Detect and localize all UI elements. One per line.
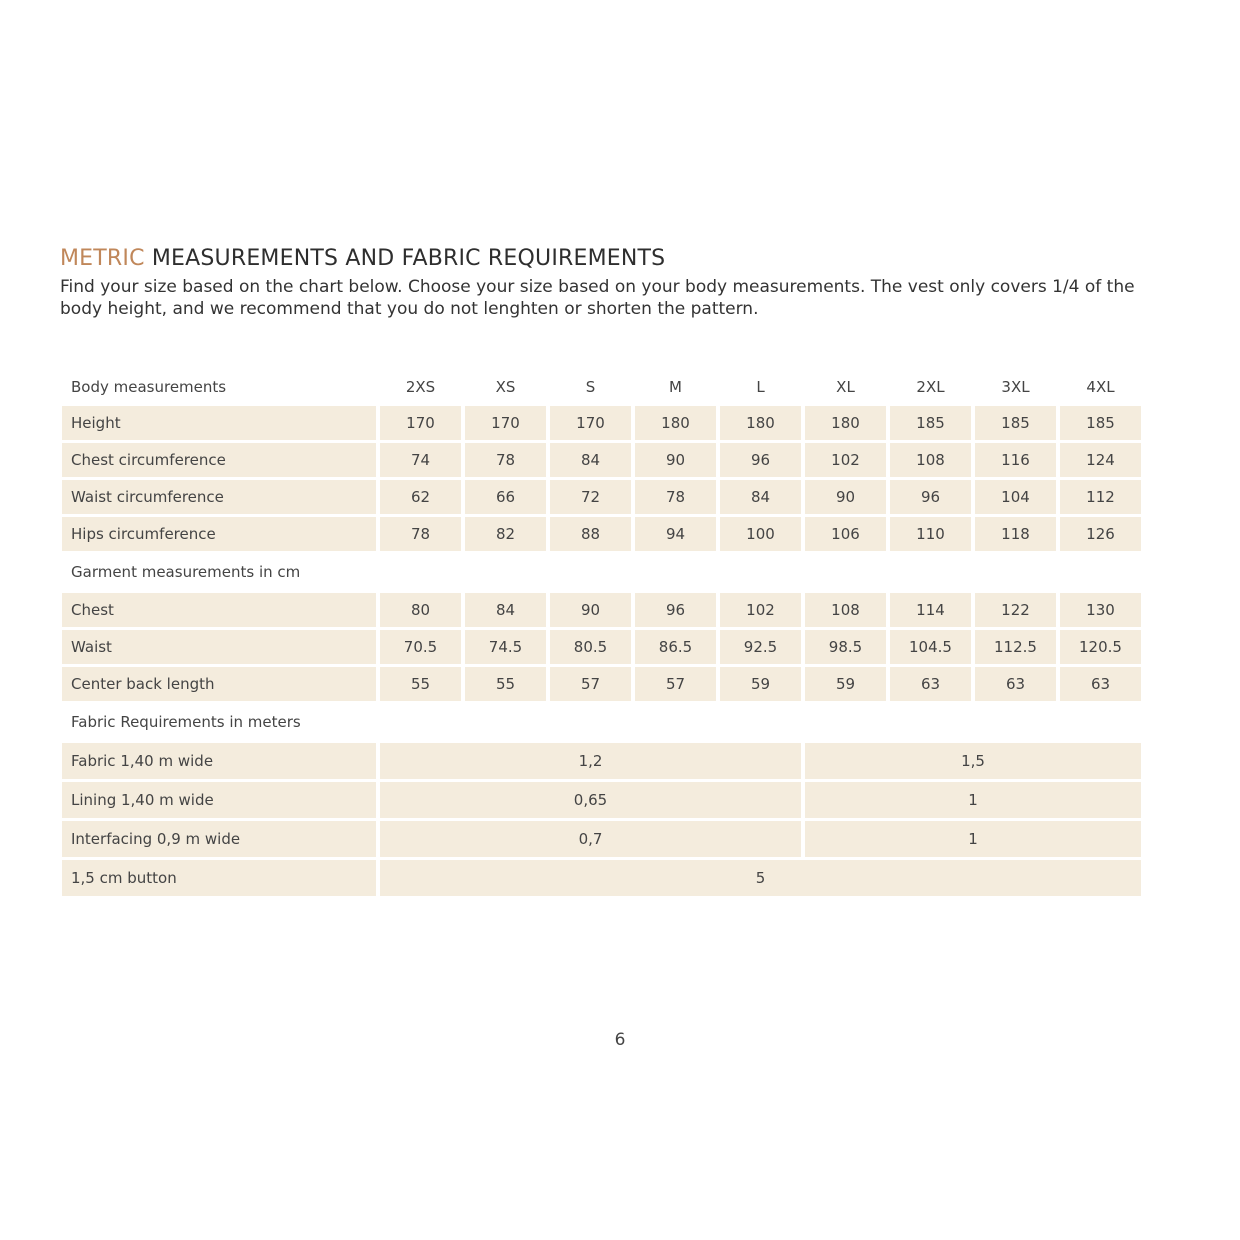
table-cell: 120.5: [1060, 630, 1141, 664]
fabric-requirements-heading: Fabric Requirements in meters: [71, 713, 301, 731]
table-cell-small-sizes: 0,7: [380, 821, 801, 857]
table-cell: 106: [805, 517, 886, 551]
table-row-chest: [62, 593, 1144, 627]
table-cell: 185: [1060, 406, 1141, 440]
table-cell: 57: [550, 667, 631, 701]
table-cell: 74.5: [465, 630, 546, 664]
size-header: L: [756, 378, 765, 396]
table-cell: 96: [720, 443, 801, 477]
table-cell: 114: [890, 593, 971, 627]
table-cell: 84: [465, 593, 546, 627]
table-cell: 63: [1060, 667, 1141, 701]
row-label: Center back length: [62, 667, 376, 701]
page-number: 6: [614, 1030, 626, 1050]
table-cell: 70.5: [380, 630, 461, 664]
table-row-hips-circumference: [62, 517, 1144, 551]
row-label: Hips circumference: [62, 517, 376, 551]
size-chart: [62, 370, 1144, 899]
table-cell: 80: [380, 593, 461, 627]
table-cell: 108: [805, 593, 886, 627]
table-cell: 110: [890, 517, 971, 551]
table-row-height: [62, 406, 1144, 440]
row-label: Waist: [62, 630, 376, 664]
table-cell: 180: [635, 406, 716, 440]
row-label: Chest: [62, 593, 376, 627]
table-cell: 96: [635, 593, 716, 627]
table-row-chest-circumference: [62, 443, 1144, 477]
table-cell: 84: [720, 480, 801, 514]
table-cell: 122: [975, 593, 1056, 627]
table-cell: 112: [1060, 480, 1141, 514]
table-row-fabric: [62, 743, 1144, 779]
size-header: 2XS: [405, 378, 436, 396]
table-cell: 59: [805, 667, 886, 701]
table-cell: 66: [465, 480, 546, 514]
size-header: S: [585, 378, 596, 396]
table-cell: 102: [720, 593, 801, 627]
garment-measurements-heading: Garment measurements in cm: [71, 563, 301, 581]
size-header: XS: [495, 378, 516, 396]
table-cell: 82: [465, 517, 546, 551]
body-measurements-heading: Body measurements: [71, 378, 227, 396]
table-cell-small-sizes: 1,2: [380, 743, 801, 779]
row-label: Waist circumference: [62, 480, 376, 514]
table-cell: 170: [465, 406, 546, 440]
table-cell: 90: [805, 480, 886, 514]
row-label: Fabric 1,40 m wide: [62, 743, 376, 779]
row-label: Height: [62, 406, 376, 440]
table-cell-large-sizes: 1: [805, 821, 1141, 857]
table-cell: 126: [1060, 517, 1141, 551]
table-cell: 63: [975, 667, 1056, 701]
table-cell: 78: [465, 443, 546, 477]
title-accent: METRIC: [60, 246, 145, 271]
table-cell-all-sizes: 5: [380, 860, 1141, 896]
row-label: Chest circumference: [62, 443, 376, 477]
table-cell: 100: [720, 517, 801, 551]
table-cell: 118: [975, 517, 1056, 551]
table-row-center-back-length: [62, 667, 1144, 701]
page-title: [60, 246, 665, 271]
table-cell: 180: [720, 406, 801, 440]
table-row-button: [62, 860, 1144, 896]
title-rest: MEASUREMENTS AND FABRIC REQUIREMENTS: [144, 246, 666, 271]
table-row-interfacing: [62, 821, 1144, 857]
table-cell: 59: [720, 667, 801, 701]
size-header: 2XL: [916, 378, 945, 396]
table-cell-large-sizes: 1,5: [805, 743, 1141, 779]
table-cell: 170: [550, 406, 631, 440]
table-cell: 88: [550, 517, 631, 551]
table-cell: 78: [635, 480, 716, 514]
table-row-waist-circumference: [62, 480, 1144, 514]
row-label: 1,5 cm button: [62, 860, 376, 896]
table-cell: 94: [635, 517, 716, 551]
table-cell: 86.5: [635, 630, 716, 664]
table-cell: 104.5: [890, 630, 971, 664]
table-cell: 98.5: [805, 630, 886, 664]
row-label: Lining 1,40 m wide: [62, 782, 376, 818]
table-cell: 180: [805, 406, 886, 440]
intro-text: Find your size based on the chart below. Choose your size based on your body measurements. The vest only covers 1/4 of the body height, and we recommend that you do not lenghten or shorten the pattern.: [60, 277, 1135, 319]
table-cell: 90: [550, 593, 631, 627]
table-cell: 102: [805, 443, 886, 477]
table-cell: 96: [890, 480, 971, 514]
table-cell: 57: [635, 667, 716, 701]
table-cell: 55: [380, 667, 461, 701]
table-cell: 72: [550, 480, 631, 514]
size-header: 4XL: [1086, 378, 1115, 396]
table-cell: 80.5: [550, 630, 631, 664]
size-header: M: [669, 378, 682, 396]
table-cell: 104: [975, 480, 1056, 514]
table-cell-small-sizes: 0,65: [380, 782, 801, 818]
table-cell: 116: [975, 443, 1056, 477]
size-header: XL: [836, 378, 855, 396]
table-cell: 112.5: [975, 630, 1056, 664]
row-label: Interfacing 0,9 m wide: [62, 821, 376, 857]
table-cell: 78: [380, 517, 461, 551]
table-cell: 130: [1060, 593, 1141, 627]
table-cell: 92.5: [720, 630, 801, 664]
table-cell: 185: [890, 406, 971, 440]
table-cell: 90: [635, 443, 716, 477]
table-cell: 63: [890, 667, 971, 701]
table-row-lining: [62, 782, 1144, 818]
table-row-waist: [62, 630, 1144, 664]
table-cell: 84: [550, 443, 631, 477]
table-cell: 170: [380, 406, 461, 440]
table-cell: 55: [465, 667, 546, 701]
size-header-row: [62, 370, 1144, 404]
table-cell: 185: [975, 406, 1056, 440]
table-cell: 62: [380, 480, 461, 514]
table-cell: 108: [890, 443, 971, 477]
table-cell-large-sizes: 1: [805, 782, 1141, 818]
table-cell: 74: [380, 443, 461, 477]
size-header: 3XL: [1001, 378, 1030, 396]
table-cell: 124: [1060, 443, 1141, 477]
